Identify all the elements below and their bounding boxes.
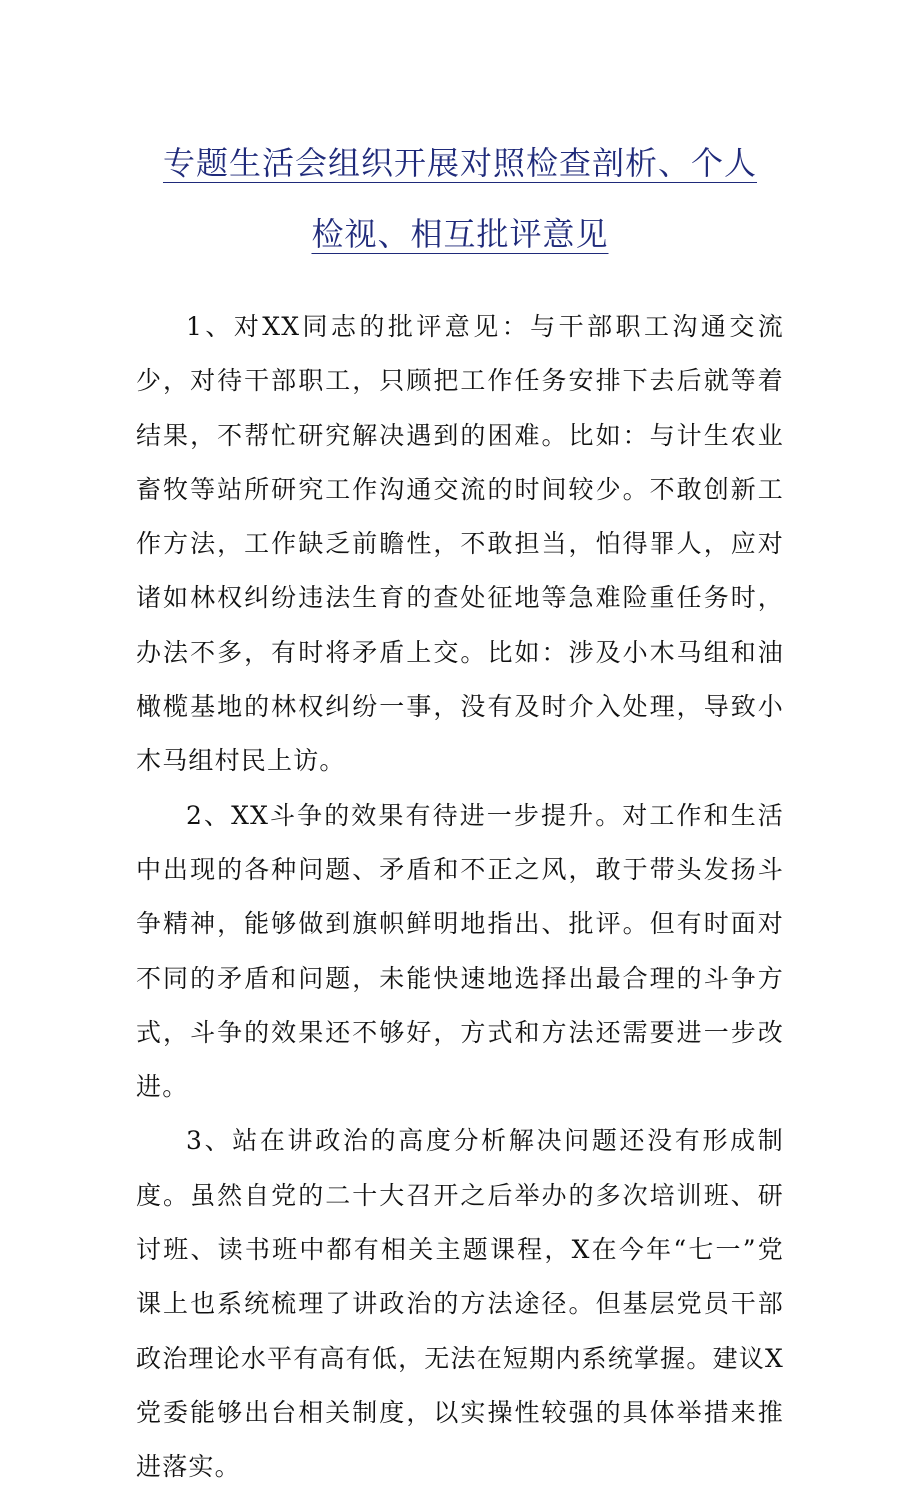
document-body xyxy=(136,300,784,1495)
title-line-2 xyxy=(120,199,800,270)
document-title xyxy=(120,128,800,270)
title-line-1 xyxy=(120,128,800,199)
paragraph-1: 1、对XX同志的批评意见：与干部职工沟通交流少，对待干部职工，只顾把工作任务安排下去后就等着结果，不帮忙研究解决遇到的困难。比如：与计生农业畜牧等站所研究工作沟通交流的时间较少。不敢创新工作方法，工作缺乏前瞻性，不敢担当，怕得罪人，应对诸如林权纠纷违法生育的查处征地等急难险重任务时，办法不多，有时将矛盾上交。比如：涉及小木马组和油橄榄基地的林权纠纷一事，没有及时介入处理，导致小木马组村民上访。 xyxy=(136,312,784,776)
paragraph-2: 2、XX斗争的效果有待进一步提升。对工作和生活中出现的各种问题、矛盾和不正之风，敢于带头发扬斗争精神，能够做到旗帜鲜明地指出、批评。但有时面对不同的矛盾和问题，未能快速地选择出最合理的斗争方式，斗争的效果还不够好，方式和方法还需要进一步改进。 xyxy=(136,800,784,1102)
title-line-1-text: 专题生活会组织开展对照检查剖析、个人 xyxy=(162,144,757,182)
paragraph-3: 3、站在讲政治的高度分析解决问题还没有形成制度。虽然自党的二十大召开之后举办的多次培训班、研讨班、读书班中都有相关主题课程，X在今年“七一”党课上也系统梳理了讲政治的方法途径。但基层党员干部政治理论水平有高有低，无法在短期内系统掌握。建议X党委能够出台相关制度，以实操性较强的具体举措来推进落实。 xyxy=(136,1126,784,1482)
title-line-2-text: 检视、相互批评意见 xyxy=(311,215,609,253)
